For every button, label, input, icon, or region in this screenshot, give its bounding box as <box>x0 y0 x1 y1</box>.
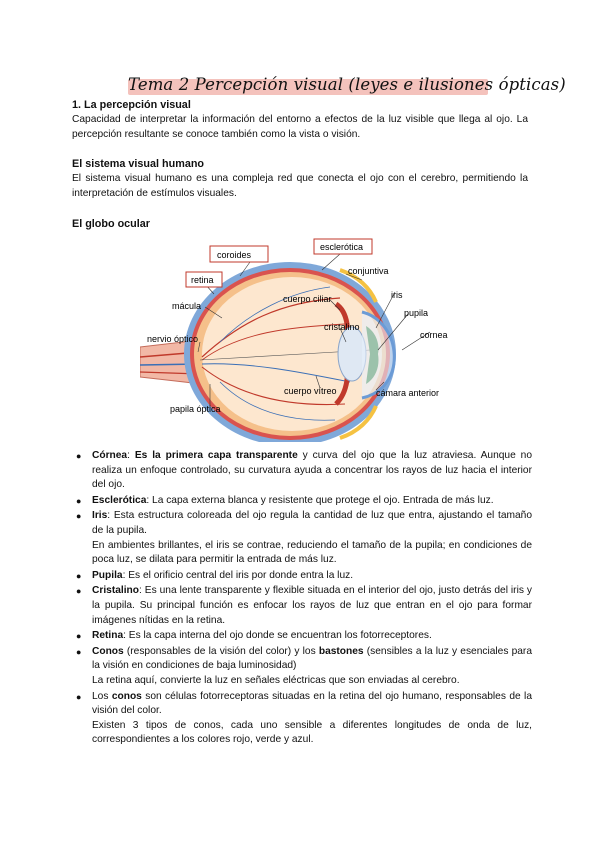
bullet-dot: ● <box>76 495 82 506</box>
label-retina: retina <box>191 275 214 285</box>
term-retina: Retina <box>92 630 124 642</box>
label-cuerpo-ciliar: cuerpo ciliar <box>283 294 332 304</box>
bullet-dot: ● <box>76 586 82 597</box>
section-heading-sistema-visual: El sistema visual humano <box>72 158 205 170</box>
definition-pupila: : Es el orificio central del iris por donde entra la luz. <box>122 569 354 581</box>
bullet-dot: ● <box>76 570 82 581</box>
term-esclerotica: Esclerótica <box>92 494 147 506</box>
definition-conos-2: son células fotorreceptoras situadas en la retina del ojo humano, responsables de la visión del color. <box>92 690 532 717</box>
label-nervio-optico: nervio óptico <box>147 334 199 344</box>
section-text-percepcion: Capacidad de interpretar la información del entorno a efectos de la luz visible que llega al ojo. La percepción resultante se conoce también como la vista o visión. <box>72 114 528 140</box>
label-macula: mácula <box>172 301 202 311</box>
list-item-pupila <box>72 569 532 584</box>
definition-cornea: y curva del ojo que la luz atraviesa. Aunque no realiza un enfoque controlado, su curvatura ayuda a concentrar los rayos de luz hacia el interior del ojo. <box>92 450 532 491</box>
term-cornea-emphasis: Es la primera capa transparente <box>134 450 298 461</box>
section-heading-globo-ocular: El globo ocular <box>72 218 150 230</box>
bullet-dot: ● <box>76 631 82 642</box>
list-item-conos-bastones <box>72 645 532 689</box>
eye-diagram <box>140 232 470 442</box>
label-cristalino: cristalino <box>324 322 360 332</box>
bullet-dot: ● <box>76 451 82 461</box>
label-conjuntiva: conjuntiva <box>348 266 389 276</box>
definition-conos: (responsables de la visión del color) y los <box>123 645 319 657</box>
term-iris: Iris <box>92 510 108 522</box>
list-item-cristalino <box>72 584 532 628</box>
bullet-dot: ● <box>76 646 82 657</box>
title-block <box>128 75 566 97</box>
term-cristalino: Cristalino <box>92 585 139 597</box>
definition-iris-extra: En ambientes brillantes, el iris se contrae, reduciendo el tamaño de la pupila; en condiciones de poca luz, se dilata para permitir la entrada de más luz. <box>92 539 532 566</box>
label-iris: iris <box>391 290 403 300</box>
section-text-sistema-visual: El sistema visual humano es una compleja red que conecta el ojo con el cerebro, permitiendo la interpretación de estímulos visuales. <box>72 173 528 199</box>
definition-bastones: (sensibles a la luz y esenciales para la visión en condiciones de baja luminosidad) <box>92 645 532 672</box>
label-cuerpo-vitreo: cuerpo vítreo <box>284 386 337 396</box>
definition-retina: : Es la capa interna del ojo donde se encuentran los fotorreceptores. <box>123 630 432 642</box>
list-item-conos <box>72 690 532 748</box>
list-item-iris <box>72 509 532 567</box>
term-bastones: bastones <box>318 645 364 657</box>
term-cornea: Córnea <box>92 450 128 461</box>
label-camara-anterior: cámara anterior <box>376 388 440 398</box>
section-heading-percepcion: 1. La percepción visual <box>72 99 191 111</box>
list-item-cornea <box>72 449 532 493</box>
term-conos-2: conos <box>111 690 142 702</box>
definition-esclerotica: : La capa externa blanca y resistente que protege el ojo. Entrada de más luz. <box>146 494 494 506</box>
definition-iris: : Esta estructura coloreada del ojo regula la cantidad de luz que entra, ajustando el tamaño de la pupila. <box>92 510 532 536</box>
list-item-retina <box>72 629 532 644</box>
lens-shape <box>338 327 366 381</box>
label-esclerotica: esclerótica <box>320 242 364 252</box>
list-item-esclerotica <box>72 494 532 509</box>
label-coroides: coroides <box>217 250 252 260</box>
label-cornea: cornea <box>420 330 448 340</box>
term-conos: Conos <box>92 645 124 657</box>
definition-cristalino: : Es una lente transparente y flexible situada en el interior del ojo, justo detrás del iris y la pupila. Su principal función es enfocar los rayos de luz que entran en el ojo para formar imágenes nítidas en la retina. <box>92 585 532 626</box>
definitions-list <box>72 449 532 749</box>
bullet-dot: ● <box>76 511 82 522</box>
label-papila-optica: papila óptica <box>170 404 221 414</box>
term-separator: : <box>127 450 135 461</box>
label-pupila: pupila <box>404 308 429 318</box>
definition-conos-extra: Existen 3 tipos de conos, cada uno sensible a diferentes longitudes de onda de luz, correspondientes a los colores rojo, verde y azul. <box>92 719 532 746</box>
definition-retina-extra: La retina aquí, convierte la luz en señales eléctricas que son enviadas al cerebro. <box>92 674 460 686</box>
bullet-dot: ● <box>76 691 82 702</box>
page-title: Tema 2 Percepción visual (leyes e ilusiones ópticas) <box>128 75 566 94</box>
prefix-los: Los <box>92 690 112 702</box>
term-pupila: Pupila <box>92 569 123 581</box>
